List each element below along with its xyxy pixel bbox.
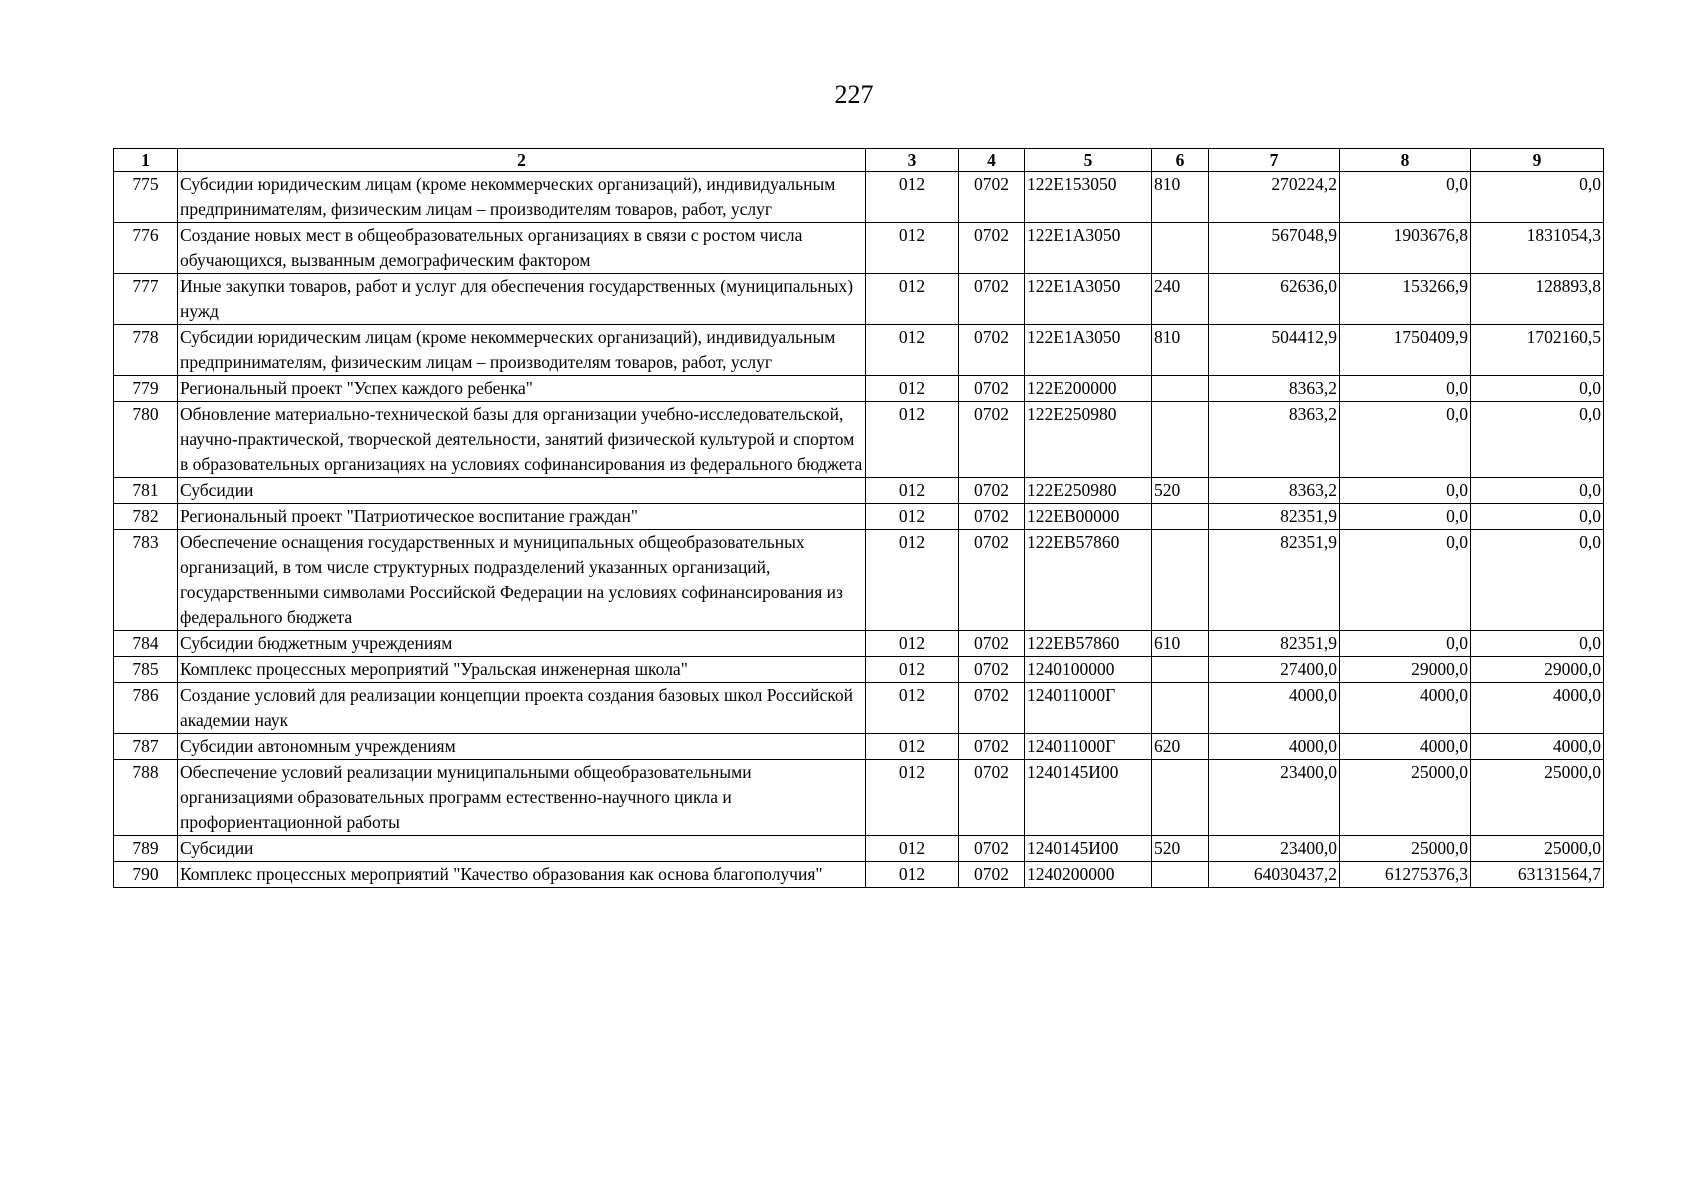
row-name: Субсидии юридическим лицам (кроме некоммерческих организаций), индивидуальным предпринимателям, физическим лицам – производителям товаров, работ, услуг: [178, 172, 866, 223]
amount-col8: 1750409,9: [1340, 325, 1471, 376]
code-section: 0702: [959, 504, 1025, 530]
code-expense-type: [1152, 760, 1209, 836]
code-target: 122EB57860: [1025, 631, 1152, 657]
amount-col8: 4000,0: [1340, 734, 1471, 760]
page-number: 227: [834, 80, 874, 109]
budget-table: [113, 148, 1604, 888]
code-ministry: 012: [866, 223, 959, 274]
code-ministry: 012: [866, 274, 959, 325]
row-name: Субсидии юридическим лицам (кроме некоммерческих организаций), индивидуальным предпринимателям, физическим лицам – производителям товаров, работ, услуг: [178, 325, 866, 376]
code-ministry: 012: [866, 504, 959, 530]
amount-col7: 82351,9: [1209, 631, 1340, 657]
amount-col8: 25000,0: [1340, 760, 1471, 836]
code-target: 122E200000: [1025, 376, 1152, 402]
row-name: Обновление материально-технической базы для организации учебно-исследовательской, научно-практической, творческой деятельности, занятий физической культурой и спортом в образовательных организациях на условиях софинансирования из федерального бюджета: [178, 402, 866, 478]
code-section: 0702: [959, 683, 1025, 734]
amount-col9: 63131564,7: [1471, 862, 1604, 888]
column-header: 9: [1471, 149, 1604, 172]
code-section: 0702: [959, 836, 1025, 862]
row-name: Комплекс процессных мероприятий "Уральская инженерная школа": [178, 657, 866, 683]
amount-col9: 4000,0: [1471, 734, 1604, 760]
amount-col8: 0,0: [1340, 504, 1471, 530]
row-number: 777: [114, 274, 178, 325]
code-target: 1240145И00: [1025, 760, 1152, 836]
amount-col7: 4000,0: [1209, 734, 1340, 760]
code-section: 0702: [959, 172, 1025, 223]
table-row: [114, 734, 1604, 760]
code-target: 122EB00000: [1025, 504, 1152, 530]
row-number: 776: [114, 223, 178, 274]
row-name: Создание новых мест в общеобразовательных организациях в связи с ростом числа обучающихся, вызванным демографическим фактором: [178, 223, 866, 274]
amount-col7: 567048,9: [1209, 223, 1340, 274]
amount-col7: 82351,9: [1209, 530, 1340, 631]
code-target: 1240100000: [1025, 657, 1152, 683]
code-ministry: 012: [866, 734, 959, 760]
table-row: [114, 172, 1604, 223]
row-number: 785: [114, 657, 178, 683]
code-ministry: 012: [866, 376, 959, 402]
header-row: [114, 149, 1604, 172]
code-expense-type: 240: [1152, 274, 1209, 325]
row-number: 779: [114, 376, 178, 402]
column-header: 7: [1209, 149, 1340, 172]
amount-col7: 8363,2: [1209, 478, 1340, 504]
code-section: 0702: [959, 631, 1025, 657]
row-name: Комплекс процессных мероприятий "Качество образования как основа благополучия": [178, 862, 866, 888]
amount-col9: 0,0: [1471, 402, 1604, 478]
row-number: 781: [114, 478, 178, 504]
table-row: [114, 657, 1604, 683]
amount-col7: 8363,2: [1209, 376, 1340, 402]
code-expense-type: [1152, 376, 1209, 402]
table-row: [114, 530, 1604, 631]
amount-col7: 23400,0: [1209, 760, 1340, 836]
code-target: 124011000Г: [1025, 683, 1152, 734]
code-expense-type: [1152, 504, 1209, 530]
code-target: 122EB57860: [1025, 530, 1152, 631]
amount-col7: 23400,0: [1209, 836, 1340, 862]
amount-col7: 82351,9: [1209, 504, 1340, 530]
code-expense-type: 520: [1152, 836, 1209, 862]
column-header: 5: [1025, 149, 1152, 172]
code-ministry: 012: [866, 478, 959, 504]
column-header: 3: [866, 149, 959, 172]
code-target: 122E1A3050: [1025, 223, 1152, 274]
amount-col9: 0,0: [1471, 478, 1604, 504]
row-number: 789: [114, 836, 178, 862]
code-section: 0702: [959, 274, 1025, 325]
table-row: [114, 325, 1604, 376]
table-row: [114, 836, 1604, 862]
code-expense-type: [1152, 657, 1209, 683]
code-section: 0702: [959, 734, 1025, 760]
row-number: 778: [114, 325, 178, 376]
code-ministry: 012: [866, 683, 959, 734]
code-target: 122E153050: [1025, 172, 1152, 223]
table-row: [114, 862, 1604, 888]
table-row: [114, 223, 1604, 274]
row-name: Субсидии: [178, 478, 866, 504]
amount-col8: 0,0: [1340, 631, 1471, 657]
row-number: 786: [114, 683, 178, 734]
amount-col9: 0,0: [1471, 631, 1604, 657]
row-name: Создание условий для реализации концепции проекта создания базовых школ Российской академии наук: [178, 683, 866, 734]
code-section: 0702: [959, 223, 1025, 274]
amount-col8: 0,0: [1340, 402, 1471, 478]
code-ministry: 012: [866, 402, 959, 478]
amount-col8: 25000,0: [1340, 836, 1471, 862]
amount-col8: 0,0: [1340, 530, 1471, 631]
column-header: 6: [1152, 149, 1209, 172]
table-row: [114, 631, 1604, 657]
code-ministry: 012: [866, 836, 959, 862]
amount-col9: 4000,0: [1471, 683, 1604, 734]
row-number: 782: [114, 504, 178, 530]
row-number: 788: [114, 760, 178, 836]
row-name: Обеспечение оснащения государственных и муниципальных общеобразовательных организаций, в том числе структурных подразделений указанных организаций, государственными символами Российской Федерации на условиях софинансирования из федерального бюджета: [178, 530, 866, 631]
amount-col7: 4000,0: [1209, 683, 1340, 734]
code-target: 122E1A3050: [1025, 274, 1152, 325]
amount-col8: 153266,9: [1340, 274, 1471, 325]
code-expense-type: 610: [1152, 631, 1209, 657]
code-target: 122E250980: [1025, 402, 1152, 478]
code-target: 1240200000: [1025, 862, 1152, 888]
amount-col8: 0,0: [1340, 376, 1471, 402]
row-number: 787: [114, 734, 178, 760]
column-header: 2: [178, 149, 866, 172]
code-section: 0702: [959, 402, 1025, 478]
row-name: Региональный проект "Патриотическое воспитание граждан": [178, 504, 866, 530]
code-target: 122E250980: [1025, 478, 1152, 504]
code-ministry: 012: [866, 862, 959, 888]
amount-col7: 64030437,2: [1209, 862, 1340, 888]
amount-col8: 4000,0: [1340, 683, 1471, 734]
amount-col9: 1702160,5: [1471, 325, 1604, 376]
code-ministry: 012: [866, 631, 959, 657]
amount-col7: 27400,0: [1209, 657, 1340, 683]
code-expense-type: [1152, 402, 1209, 478]
amount-col9: 0,0: [1471, 376, 1604, 402]
row-number: 775: [114, 172, 178, 223]
code-section: 0702: [959, 657, 1025, 683]
code-ministry: 012: [866, 657, 959, 683]
amount-col9: 128893,8: [1471, 274, 1604, 325]
row-name: Региональный проект "Успех каждого ребенка": [178, 376, 866, 402]
amount-col7: 270224,2: [1209, 172, 1340, 223]
code-expense-type: 620: [1152, 734, 1209, 760]
row-name: Обеспечение условий реализации муниципальными общеобразовательными организациями образовательных программ естественно-научного цикла и профориентационной работы: [178, 760, 866, 836]
code-section: 0702: [959, 376, 1025, 402]
amount-col8: 29000,0: [1340, 657, 1471, 683]
code-section: 0702: [959, 325, 1025, 376]
column-header: 8: [1340, 149, 1471, 172]
table-row: [114, 376, 1604, 402]
amount-col8: 0,0: [1340, 478, 1471, 504]
amount-col9: 25000,0: [1471, 760, 1604, 836]
code-target: 122E1A3050: [1025, 325, 1152, 376]
code-target: 1240145И00: [1025, 836, 1152, 862]
code-target: 124011000Г: [1025, 734, 1152, 760]
code-expense-type: 810: [1152, 325, 1209, 376]
amount-col9: 0,0: [1471, 530, 1604, 631]
amount-col8: 61275376,3: [1340, 862, 1471, 888]
column-header: 4: [959, 149, 1025, 172]
amount-col9: 1831054,3: [1471, 223, 1604, 274]
code-expense-type: 810: [1152, 172, 1209, 223]
amount-col9: 0,0: [1471, 504, 1604, 530]
table-row: [114, 274, 1604, 325]
code-ministry: 012: [866, 760, 959, 836]
table-row: [114, 402, 1604, 478]
code-section: 0702: [959, 862, 1025, 888]
row-name: Субсидии автономным учреждениям: [178, 734, 866, 760]
code-expense-type: [1152, 683, 1209, 734]
table-row: [114, 478, 1604, 504]
row-name: Субсидии бюджетным учреждениям: [178, 631, 866, 657]
table-row: [114, 760, 1604, 836]
code-section: 0702: [959, 478, 1025, 504]
table-row: [114, 683, 1604, 734]
code-expense-type: 520: [1152, 478, 1209, 504]
code-expense-type: [1152, 223, 1209, 274]
amount-col7: 504412,9: [1209, 325, 1340, 376]
row-name: Иные закупки товаров, работ и услуг для обеспечения государственных (муниципальных) нужд: [178, 274, 866, 325]
code-section: 0702: [959, 530, 1025, 631]
row-number: 780: [114, 402, 178, 478]
code-section: 0702: [959, 760, 1025, 836]
amount-col7: 8363,2: [1209, 402, 1340, 478]
column-header: 1: [114, 149, 178, 172]
row-number: 790: [114, 862, 178, 888]
amount-col9: 29000,0: [1471, 657, 1604, 683]
row-name: Субсидии: [178, 836, 866, 862]
code-ministry: 012: [866, 530, 959, 631]
table-row: [114, 504, 1604, 530]
amount-col8: 0,0: [1340, 172, 1471, 223]
row-number: 784: [114, 631, 178, 657]
amount-col8: 1903676,8: [1340, 223, 1471, 274]
code-expense-type: [1152, 530, 1209, 631]
code-ministry: 012: [866, 172, 959, 223]
amount-col7: 62636,0: [1209, 274, 1340, 325]
code-ministry: 012: [866, 325, 959, 376]
amount-col9: 0,0: [1471, 172, 1604, 223]
code-expense-type: [1152, 862, 1209, 888]
amount-col9: 25000,0: [1471, 836, 1604, 862]
row-number: 783: [114, 530, 178, 631]
